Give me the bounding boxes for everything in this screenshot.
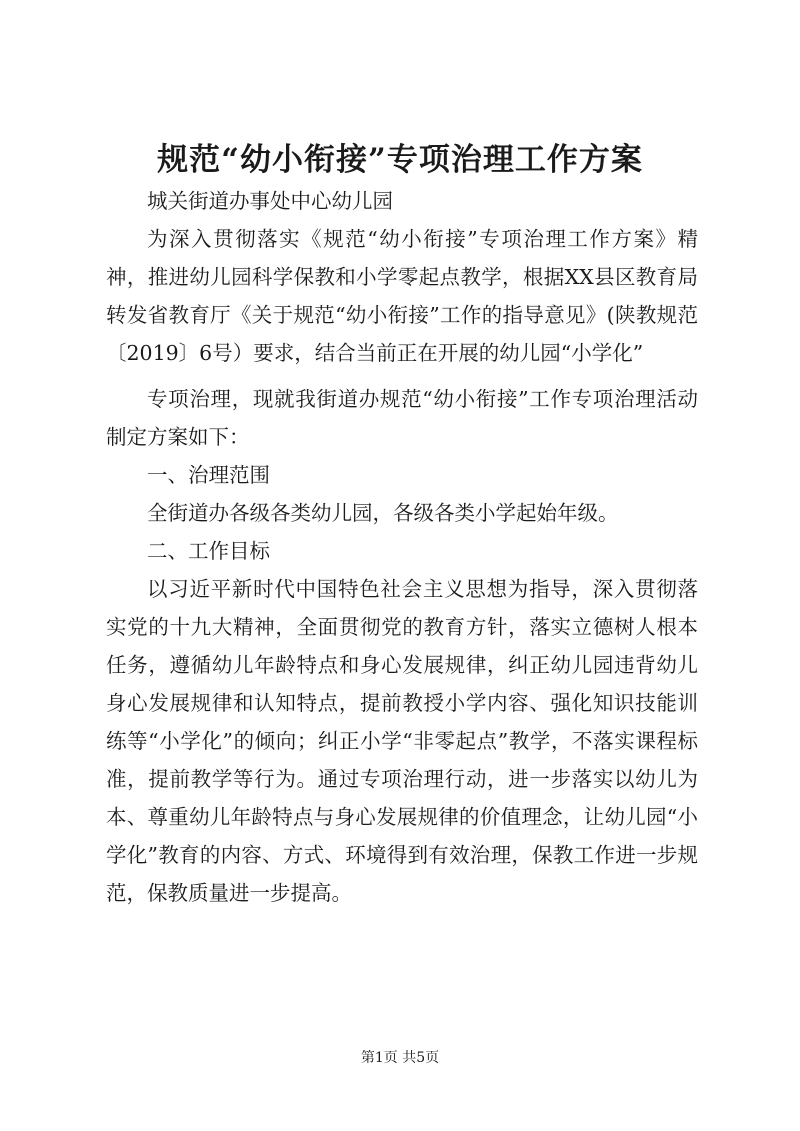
- document-title: 规范“幼小衔接”专项治理工作方案: [157, 142, 643, 178]
- paragraph-scope: 全街道办各级各类幼儿园，各级各类小学起始年级。: [147, 501, 619, 525]
- section-heading-goals: 二、工作目标: [147, 539, 270, 563]
- section-heading-scope: 一、治理范围: [147, 463, 270, 487]
- paragraph-intro-continued: 专项治理，现就我街道办规范“幼小衔接”工作专项治理活动制定方案如下：: [106, 387, 698, 449]
- paragraph-intro: 为深入贯彻落实《规范“幼小衔接”专项治理工作方案》精神，推进幼儿园科学保教和小学零起点教学，根据XX县区教育局转发省教育厅《关于规范“幼小衔接”工作的指导意见》(陕教规范〔2019〕6号）要求，结合当前正在开展的幼儿园“小学化”: [106, 227, 698, 365]
- document-body: [106, 182, 698, 912]
- paragraph-organization: 城关街道办事处中心幼儿园: [147, 189, 393, 213]
- page-number-footer: 第1页 共5页: [360, 1050, 440, 1066]
- paragraph-goals: 以习近平新时代中国特色社会主义思想为指导，深入贯彻落实党的十九大精神，全面贯彻党的教育方针，落实立德树人根本任务，遵循幼儿年龄特点和身心发展规律，纠正幼儿园违背幼儿身心发展规律和认知特点，提前教授小学内容、强化知识技能训练等“小学化”的倾向；纠正小学“非零起点”教学，不落实课程标准，提前教学等行为。通过专项治理行动，进一步落实以幼儿为本、尊重幼儿年龄特点与身心发展规律的价值理念，让幼儿园“小学化”教育的内容、方式、环境得到有效治理，保教工作进一步规范，保教质量进一步提高。: [106, 577, 698, 905]
